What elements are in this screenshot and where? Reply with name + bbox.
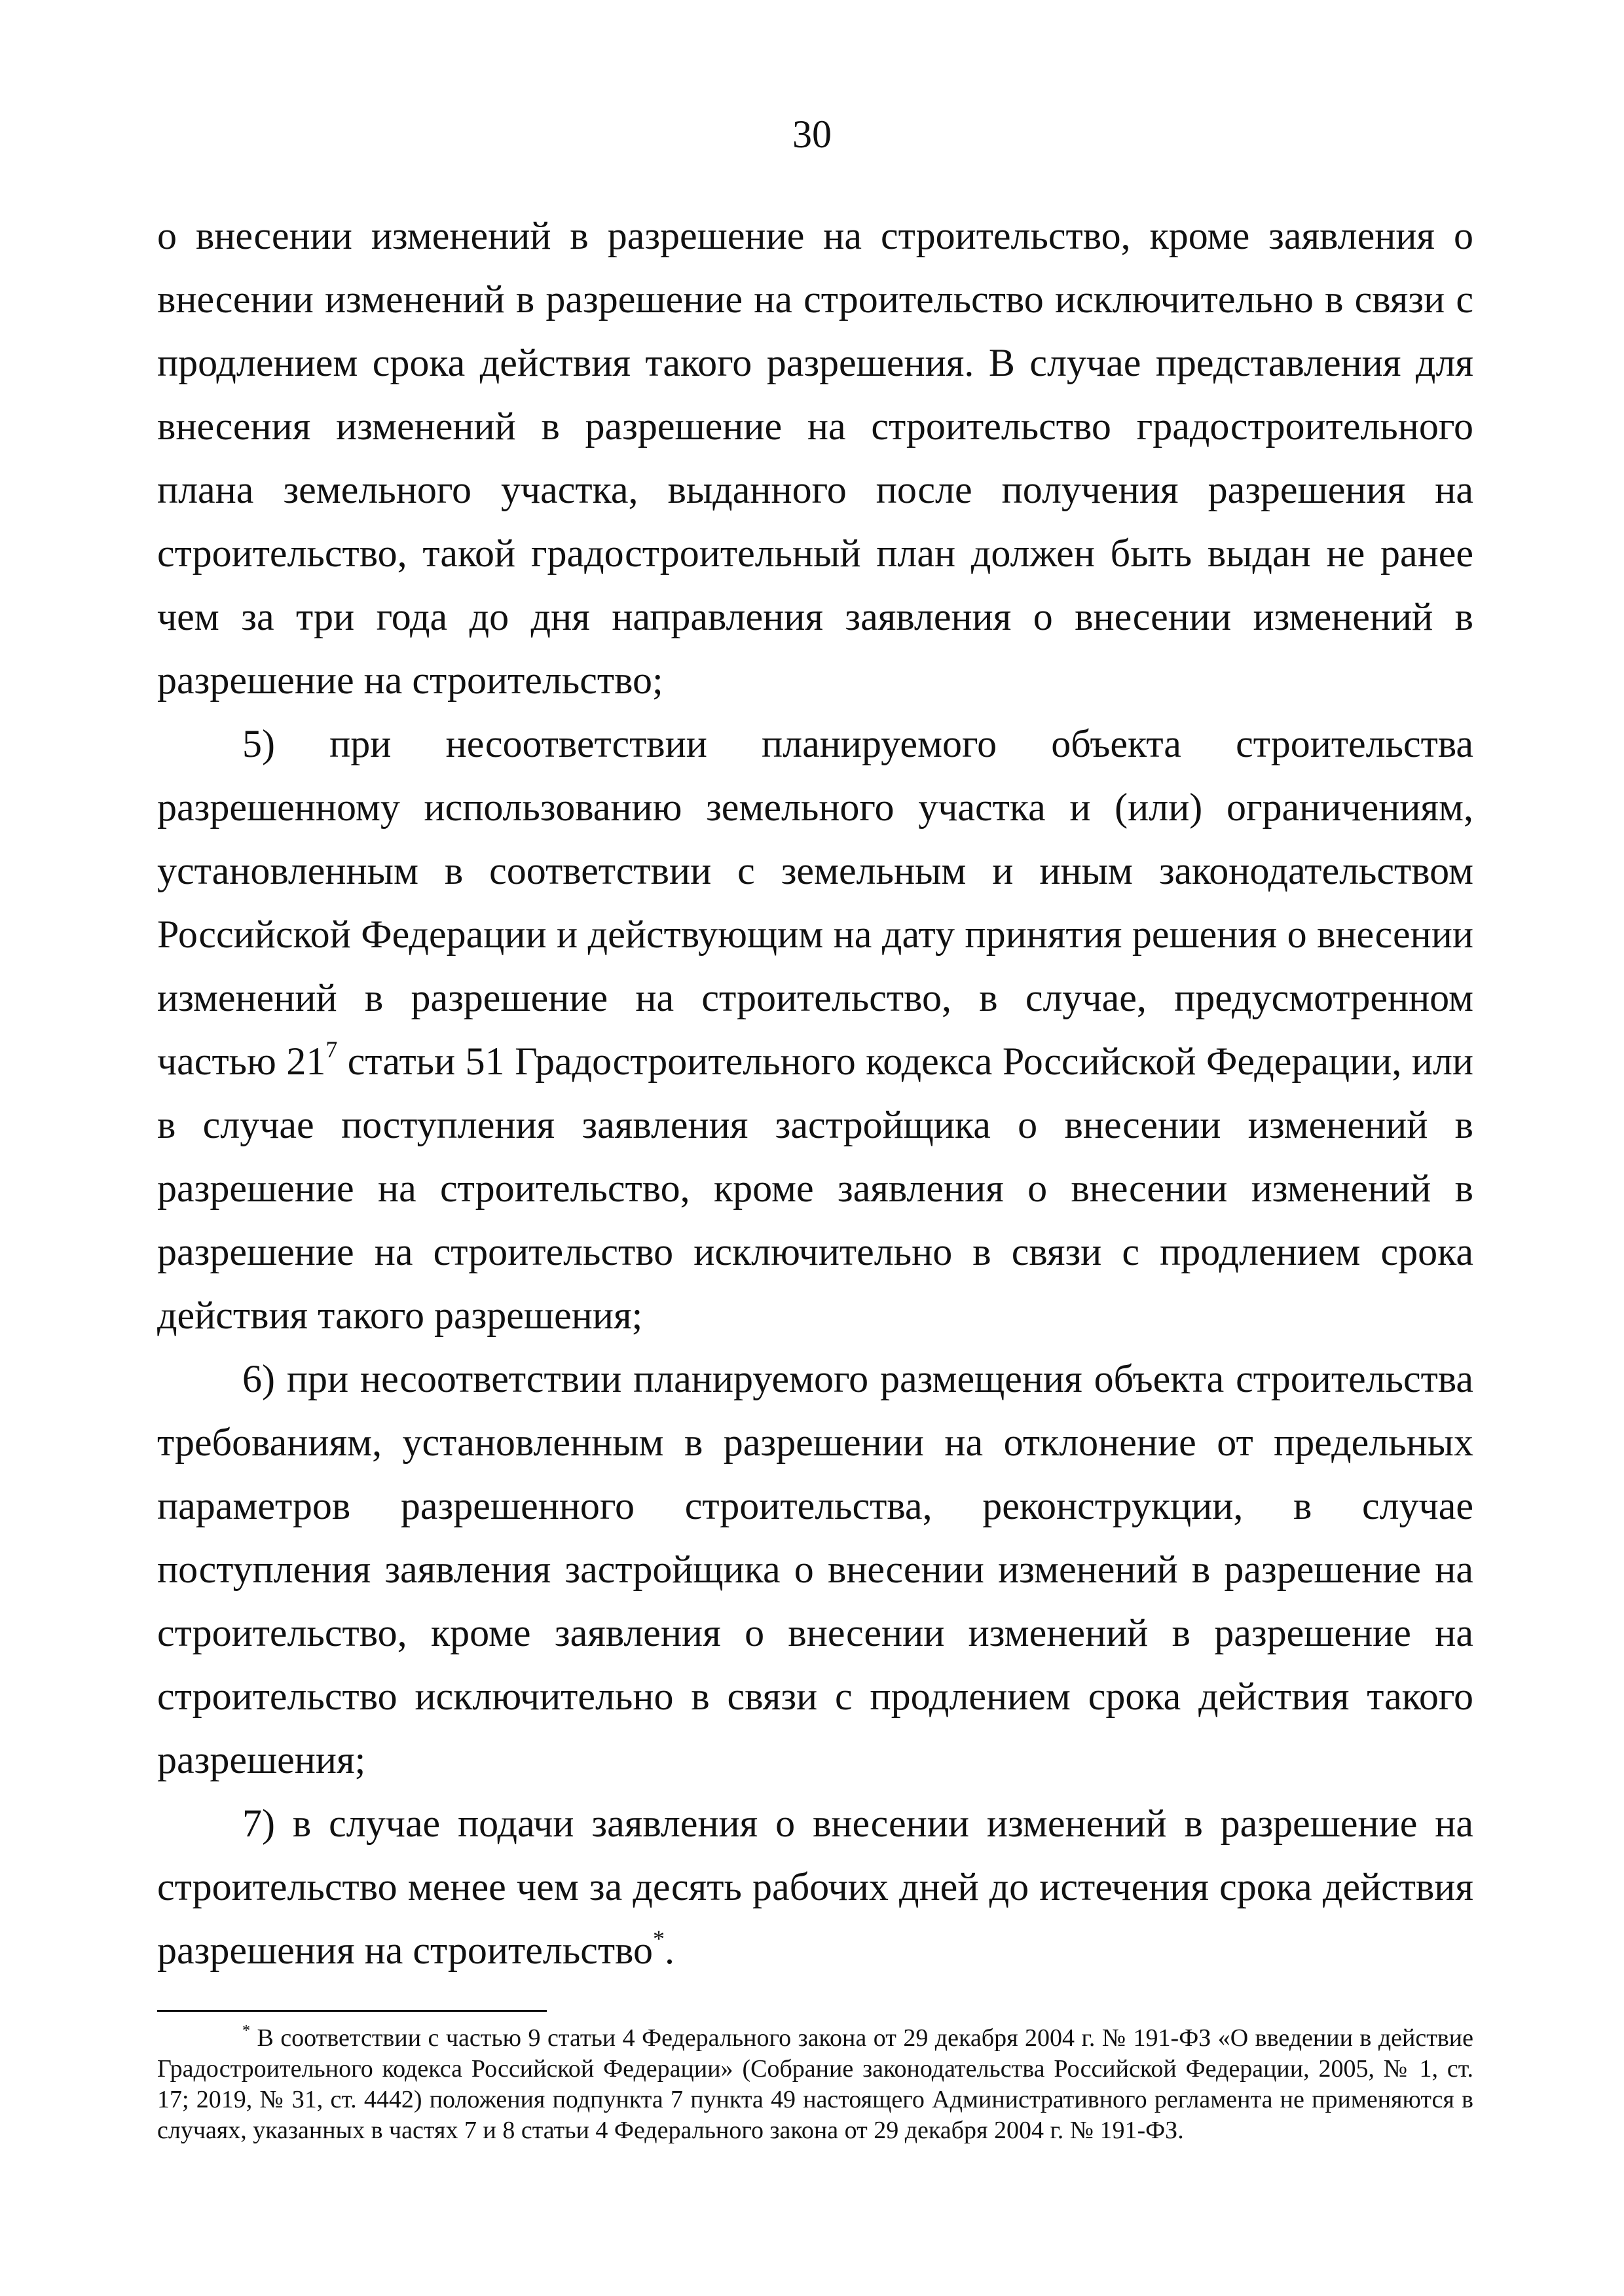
paragraph-text-continued: статьи 51 Градостроительного кодекса Российской Федерации, или в случае поступления заявления застройщика о внесении изменений в разрешение на строительство, кроме заявления о внесении изменений в разрешение на строительство исключительно в связи с продлением срока действия такого разрешения; <box>157 1040 1473 1337</box>
document-body <box>157 204 1473 1982</box>
paragraph-text: о внесении изменений в разрешение на строительство, кроме заявления о внесении изменений в разрешение на строительство исключительно в связи с продлением срока действия такого разрешения. В случае представления для внесения изменений в разрешение на строительство градостроительного плана земельного участка, выданного после получения разрешения на строительство, такой градостроительный план должен быть выдан не ранее чем за три года до дня направления заявления о внесении изменений в разрешение на строительство; <box>157 214 1473 702</box>
paragraph-item-6 <box>157 1347 1473 1792</box>
paragraph-text: 7) в случае подачи заявления о внесении изменений в разрешение на строительство менее чем за десять рабочих дней до истечения срока действия разрешения на строительство <box>157 1802 1473 1972</box>
paragraph-text: 6) при несоответствии планируемого размещения объекта строительства требованиям, установленным в разрешении на отклонение от предельных параметров разрешенного строительства, реконструкции, в случае поступления заявления застройщика о внесении изменений в разрешение на строительство, кроме заявления о внесении изменений в разрешение на строительство исключительно в связи с продлением срока действия такого разрешения; <box>157 1357 1473 1781</box>
superscript-7: 7 <box>325 1036 338 1063</box>
footnote-text: В соответствии с частью 9 статьи 4 Федерального закона от 29 декабря 2004 г. № 191-ФЗ «О введении в действие Градостроительного кодекса Российской Федерации» (Собрание законодательства Российской Федерации, 2005, № 1, ст. 17; 2019, № 31, ст. 4442) положения подпункта 7 пункта 49 настоящего Административного регламента не применяются в случаях, указанных в частях 7 и 8 статьи 4 Федерального закона от 29 декабря 2004 г. № 191-ФЗ. <box>157 2024 1473 2144</box>
paragraph-item-5 <box>157 712 1473 1347</box>
footnote-marker: * <box>242 2022 250 2039</box>
page-number: 30 <box>792 113 832 156</box>
footnote-reference-marker: * <box>652 1925 665 1952</box>
paragraph-continuation <box>157 204 1473 712</box>
footnote-separator <box>157 2010 547 2012</box>
footnote <box>157 2023 1473 2146</box>
paragraph-end-punctuation: . <box>664 1929 674 1972</box>
paragraph-item-7 <box>157 1792 1473 1982</box>
paragraph-text: 5) при несоответствии планируемого объекта строительства разрешенному использованию земельного участка и (или) ограничениям, установленным в соответствии с земельным и иным законодательством Российской Федерации и действующим на дату принятия решения о внесении изменений в разрешение на строительство, в случае, предусмотренном частью 21 <box>157 722 1473 1083</box>
